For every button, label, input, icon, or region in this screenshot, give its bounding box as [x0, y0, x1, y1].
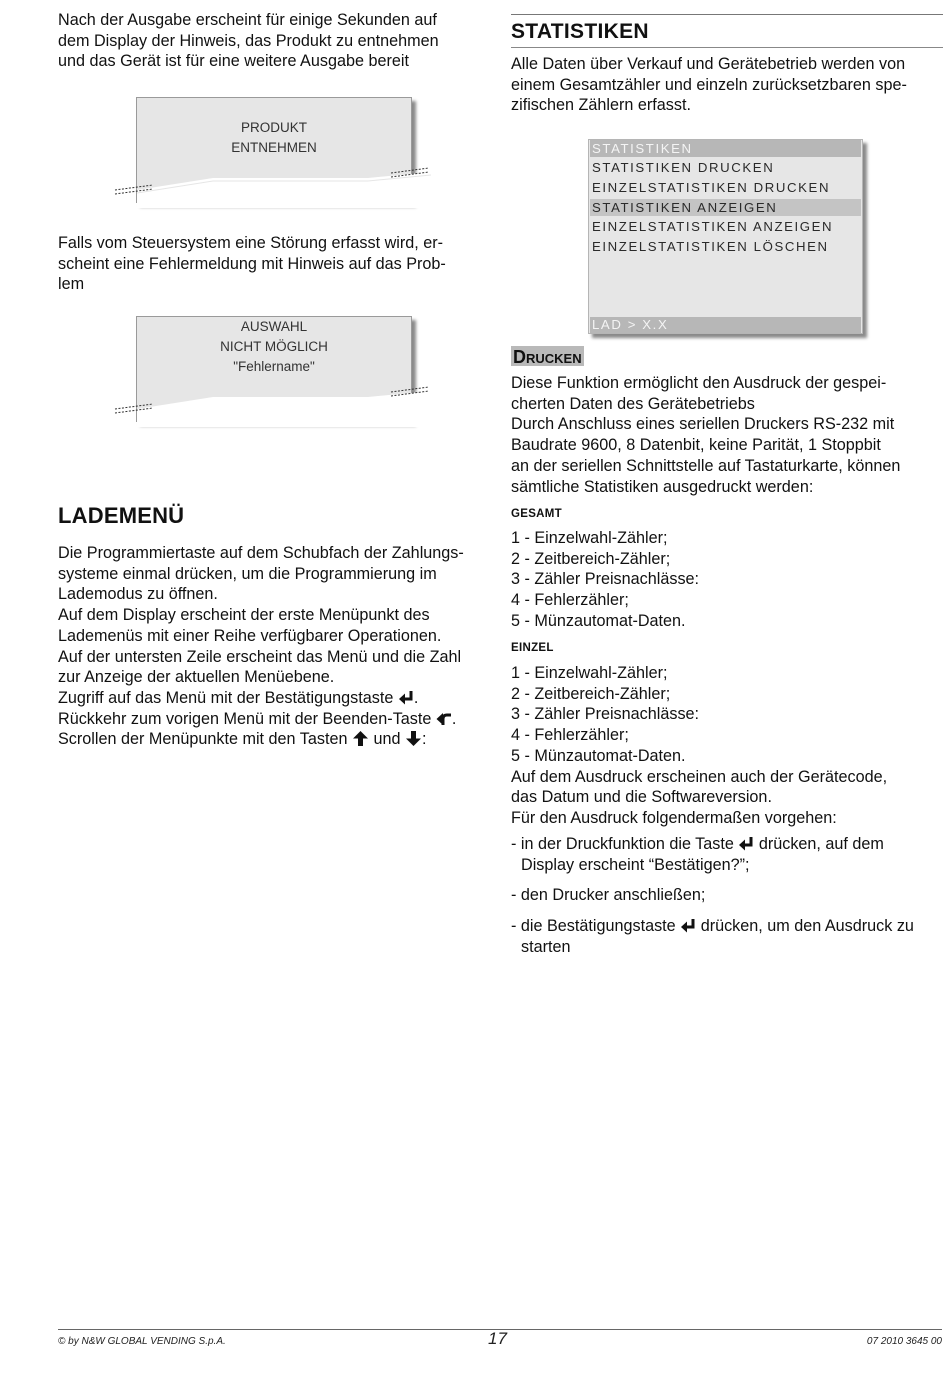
text-line: systeme einmal drücken, um die Programmierung im: [58, 564, 437, 583]
statistiken-menu-display: [588, 139, 863, 334]
step-3: [511, 916, 943, 957]
menu-item-einzelstatistiken-loeschen: EINZELSTATISTIKEN LÖSCHEN: [592, 239, 829, 254]
text-line: Diese Funktion ermöglicht den Ausdruck der gespei-: [511, 374, 887, 392]
display-break-decoration: [113, 98, 433, 208]
error-paragraph: [58, 233, 490, 295]
text-line: cherten Daten des Gerätebetriebs: [511, 394, 755, 413]
text-segment: und: [373, 730, 401, 749]
text-line: Lademenüs mit einer Reihe verfügbarer Operationen.: [58, 626, 442, 645]
statistiken-paragraph: [511, 54, 943, 116]
text-line: Auf der untersten Zeile erscheint das Menü und die Zahl: [58, 647, 462, 666]
text-segment: drücken, auf dem: [758, 835, 884, 853]
display-line: AUSWAHL: [240, 319, 308, 334]
display-line: NICHT MÖGLICH: [220, 339, 328, 354]
text-segment: - in der Druckfunktion die Taste: [511, 835, 734, 853]
footer-copyright: © by N&W GLOBAL VENDING S.p.A.: [58, 1336, 226, 1347]
text-line: sämtliche Statistiken ausgedruckt werden:: [511, 477, 814, 496]
list-item: 4 - Fehlerzähler;: [511, 591, 629, 610]
text-segment: Rückkehr zum vorigen Menü mit der Beenden-Taste: [58, 709, 432, 728]
enter-key-icon: [680, 918, 696, 934]
step-line: [511, 834, 943, 855]
text-line: Baudrate 9600, 8 Datenbit, keine Parität, 1 Stoppbit: [511, 436, 881, 455]
text-line: zifischen Zählern erfasst.: [511, 96, 691, 115]
list-item: 1 - Einzelwahl-Zähler;: [511, 529, 668, 547]
text-line: scheint eine Fehlermeldung mit Hinweis auf das Prob-: [58, 254, 446, 273]
gesamt-label: GESAMT: [511, 508, 562, 520]
enter-key-icon: [738, 836, 754, 852]
list-item: 1 - Einzelwahl-Zähler;: [511, 664, 668, 682]
list-item: 5 - Münzautomat-Daten.: [511, 611, 686, 630]
display-line: "Fehlername": [233, 359, 315, 374]
scroll-line: [58, 729, 490, 750]
page-number: 17: [488, 1329, 507, 1348]
text-line: Die Programmiertaste auf dem Schubfach der Zahlungs-: [58, 544, 464, 562]
back-key-icon: [436, 711, 452, 727]
step-2: - den Drucker anschließen;: [511, 886, 706, 904]
text-line: dem Display der Hinweis, das Produkt zu entnehmen: [58, 31, 439, 50]
arrow-up-key-icon: [352, 730, 369, 747]
list-item: 5 - Münzautomat-Daten.: [511, 746, 686, 765]
section-rule: [511, 14, 943, 15]
menu-status-line: LAD > X.X: [590, 317, 861, 333]
text-line: zur Anzeige der aktuellen Menüebene.: [58, 668, 335, 687]
list-item: 2 - Zeitbereich-Zähler;: [511, 684, 671, 703]
display-produkt-entnehmen: [136, 97, 412, 203]
text-line: Alle Daten über Verkauf und Gerätebetrieb werden von: [511, 55, 906, 73]
enter-key-icon: [398, 690, 414, 706]
list-item: 3 - Zähler Preisnachlässe:: [511, 705, 700, 724]
text-line: Auf dem Ausdruck erscheinen auch der Gerätecode,: [511, 767, 888, 786]
step-line: [511, 916, 943, 937]
einzel-list: [511, 663, 943, 829]
text-segment: Scrollen der Menüpunkte mit den Tasten: [58, 730, 348, 749]
text-line: Für den Ausdruck folgendermaßen vorgehen:: [511, 808, 837, 827]
back-line: [58, 709, 490, 730]
text-segment: .: [451, 709, 457, 728]
menu-item-einzelstatistiken-drucken: EINZELSTATISTIKEN DRUCKEN: [592, 180, 831, 195]
heading-rest: RUCKEN: [526, 351, 582, 366]
text-segment: .: [413, 688, 419, 707]
display-auswahl-nicht-moeglich: [136, 316, 412, 422]
text-line: lem: [58, 275, 85, 294]
step-line: starten: [521, 937, 571, 956]
display-line: PRODUKT: [240, 120, 307, 135]
text-line: und das Gerät ist für eine weitere Ausgabe bereit: [58, 52, 409, 71]
lademenu-heading: LADEMENÜ: [58, 503, 185, 528]
section-rule: [511, 47, 943, 48]
intro-paragraph: [58, 10, 490, 72]
footer-doc-code: 07 2010 3645 00: [866, 1336, 942, 1347]
arrow-down-key-icon: [405, 730, 422, 747]
text-line: Nach der Ausgabe erscheint für einige Sekunden auf: [58, 11, 437, 29]
step-line: Display erscheint “Bestätigen?”;: [521, 855, 750, 874]
lademenu-paragraph: [58, 543, 490, 750]
gesamt-list: [511, 528, 943, 632]
einzel-label: EINZEL: [511, 642, 554, 654]
menu-item-einzelstatistiken-anzeigen: EINZELSTATISTIKEN ANZEIGEN: [592, 219, 834, 234]
drucken-heading: [511, 346, 584, 366]
text-line: Lademodus zu öffnen.: [58, 585, 218, 604]
display-break-decoration: [113, 317, 433, 427]
drucken-paragraph: [511, 373, 943, 497]
menu-title: STATISTIKEN: [590, 140, 861, 157]
menu-item-statistiken-drucken: STATISTIKEN DRUCKEN: [592, 160, 775, 175]
list-item: 3 - Zähler Preisnachlässe:: [511, 570, 700, 589]
access-line: [58, 688, 490, 709]
text-line: an der seriellen Schnittstelle auf Tastaturkarte, können: [511, 456, 901, 475]
text-line: Falls vom Steuersystem eine Störung erfasst wird, er-: [58, 234, 444, 252]
text-segment: Zugriff auf das Menü mit der Bestätigungstaste: [58, 688, 394, 707]
step-1: [511, 834, 943, 875]
menu-item-statistiken-anzeigen: STATISTIKEN ANZEIGEN: [590, 199, 861, 216]
text-segment: :: [421, 730, 427, 749]
list-item: 2 - Zeitbereich-Zähler;: [511, 549, 671, 568]
text-line: das Datum und die Softwareversion.: [511, 788, 772, 807]
text-line: einem Gesamtzähler und einzeln zurücksetzbaren spe-: [511, 75, 907, 94]
text-line: Durch Anschluss eines seriellen Druckers RS-232 mit: [511, 415, 895, 434]
text-segment: drücken, um den Ausdruck zu: [700, 917, 914, 935]
heading-initial: D: [513, 347, 526, 367]
text-line: Auf dem Display erscheint der erste Menüpunkt des: [58, 606, 430, 625]
statistiken-heading: STATISTIKEN: [511, 20, 649, 43]
list-item: 4 - Fehlerzähler;: [511, 726, 629, 745]
display-line: ENTNEHMEN: [231, 140, 317, 155]
text-segment: - die Bestätigungstaste: [511, 917, 676, 935]
